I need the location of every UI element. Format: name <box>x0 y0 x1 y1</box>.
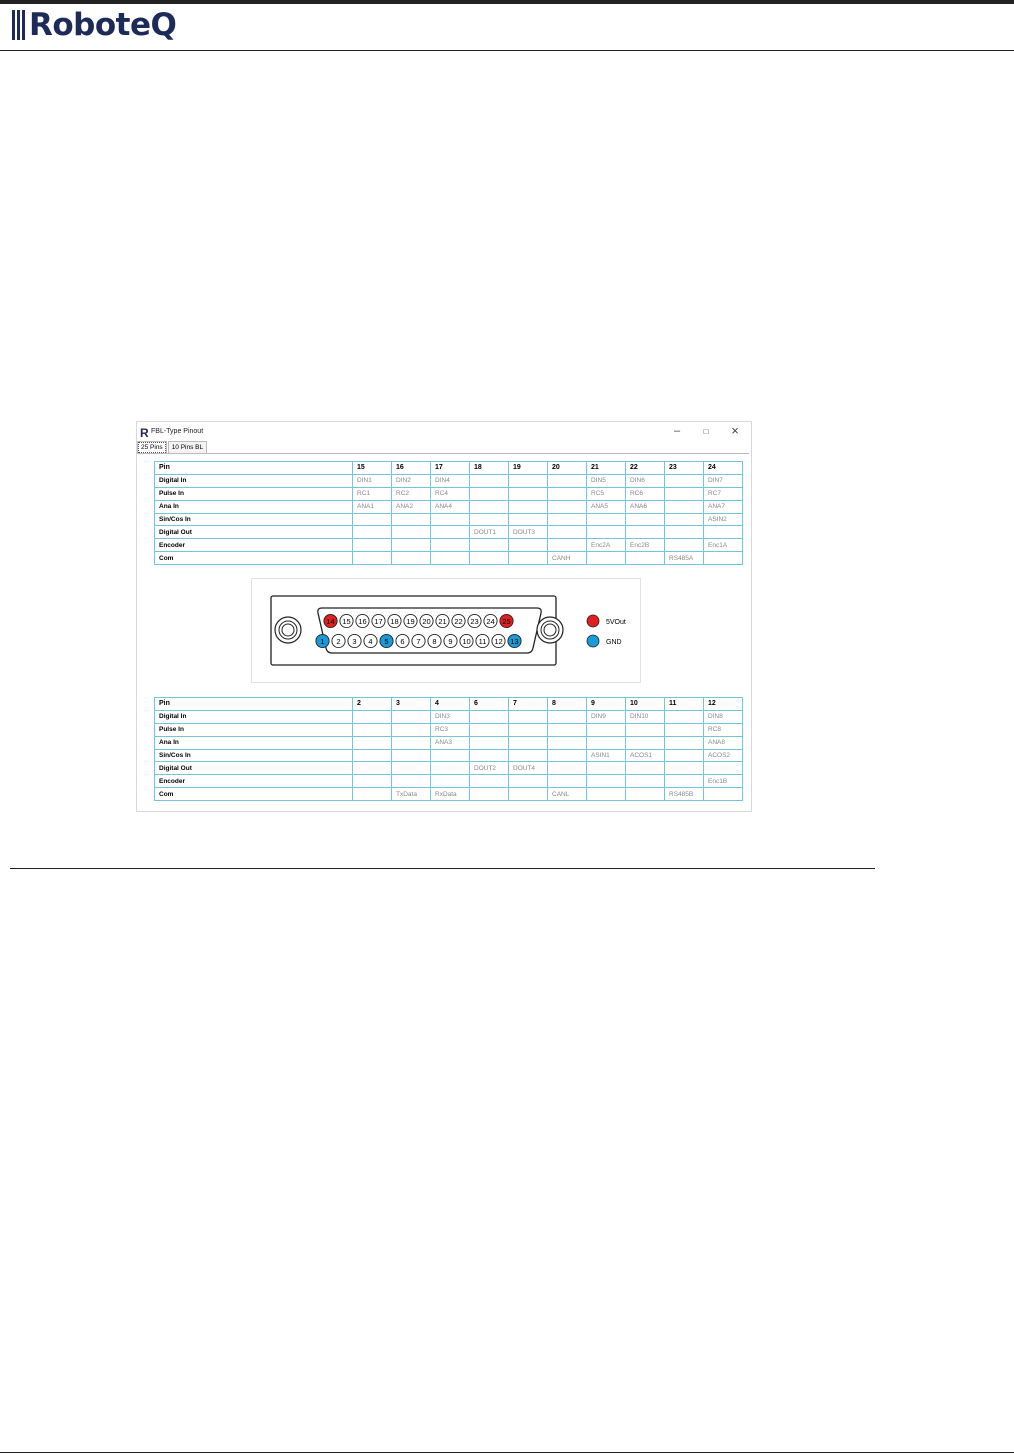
table-cell <box>509 500 548 513</box>
table-row <box>155 500 743 513</box>
table-cell: DOUT1 <box>470 526 509 539</box>
row-label: Encoder <box>155 775 353 788</box>
connector-pin <box>452 614 465 627</box>
header-pin-number: 7 <box>509 698 548 711</box>
table-row <box>155 487 743 500</box>
table-cell: DIN4 <box>431 474 470 487</box>
db25-connector-diagram <box>252 579 640 682</box>
table-cell <box>353 539 392 552</box>
connector-pin <box>444 634 457 647</box>
connector-pin <box>500 614 513 627</box>
mounting-screw-left <box>275 617 301 643</box>
table-cell <box>431 775 470 788</box>
table-cell <box>509 513 548 526</box>
table-cell <box>548 723 587 736</box>
pin-table-bottom <box>154 697 743 801</box>
table-cell <box>548 526 587 539</box>
table-cell <box>392 513 431 526</box>
row-label: Pulse In <box>155 487 353 500</box>
table-cell: DIN2 <box>392 474 431 487</box>
table-cell <box>392 736 431 749</box>
table-cell: ACOS2 <box>704 749 743 762</box>
header-pin-number: 19 <box>509 462 548 475</box>
table-cell: RS485B <box>665 788 704 801</box>
table-cell: RS485A <box>665 552 704 565</box>
table-cell <box>470 749 509 762</box>
tab-strip <box>137 441 208 453</box>
table-cell: ANA6 <box>626 500 665 513</box>
table-cell <box>704 526 743 539</box>
legend-gnd-label: GND <box>606 639 622 646</box>
connector-pin <box>412 634 425 647</box>
row-label: Com <box>155 788 353 801</box>
header-pin-number: 24 <box>704 462 743 475</box>
connector-pin <box>332 634 345 647</box>
row-label: Digital In <box>155 710 353 723</box>
table-cell <box>665 736 704 749</box>
table-cell <box>353 762 392 775</box>
connector-pin <box>428 634 441 647</box>
table-cell: RC1 <box>353 487 392 500</box>
row-label: Sin/Cos In <box>155 513 353 526</box>
table-row <box>155 775 743 788</box>
table-row <box>155 474 743 487</box>
table-cell <box>626 723 665 736</box>
table-cell <box>509 788 548 801</box>
mounting-screw-right <box>537 617 563 643</box>
table-cell <box>704 788 743 801</box>
table-cell <box>470 552 509 565</box>
table-cell <box>470 788 509 801</box>
header-pin-number: 20 <box>548 462 587 475</box>
connector-pin <box>380 634 393 647</box>
header-pin-label: Pin <box>155 462 353 475</box>
table-cell <box>548 762 587 775</box>
connector-pin <box>508 634 521 647</box>
header-pin-number: 11 <box>665 698 704 711</box>
connector-pin <box>492 634 505 647</box>
table-cell <box>626 762 665 775</box>
app-icon: R <box>140 426 149 440</box>
table-cell <box>626 736 665 749</box>
table-cell: RC2 <box>392 487 431 500</box>
pin-number: 2 <box>336 636 341 646</box>
table-cell <box>392 526 431 539</box>
tab-10-pins-bl[interactable]: 10 Pins BL <box>168 441 207 454</box>
table-cell: RxData <box>431 788 470 801</box>
table-cell <box>587 788 626 801</box>
table-cell: ANA8 <box>704 736 743 749</box>
table-row <box>155 513 743 526</box>
table-cell <box>509 474 548 487</box>
table-cell: Enc2A <box>587 539 626 552</box>
connector-pin <box>460 634 473 647</box>
table-cell: ANA7 <box>704 500 743 513</box>
table-cell <box>704 762 743 775</box>
table-cell <box>431 552 470 565</box>
table-cell <box>665 539 704 552</box>
pin-number: 6 <box>400 636 405 646</box>
table-cell <box>353 736 392 749</box>
roboteq-logo <box>12 8 176 42</box>
row-label: Digital In <box>155 474 353 487</box>
table-row <box>155 749 743 762</box>
table-cell: RC8 <box>704 723 743 736</box>
pin-number: 11 <box>478 636 487 646</box>
connector-pin <box>436 614 449 627</box>
table-cell: DOUT2 <box>470 762 509 775</box>
row-label: Pulse In <box>155 723 353 736</box>
connector-pin <box>356 614 369 627</box>
table-cell: RC3 <box>431 723 470 736</box>
table-cell <box>548 539 587 552</box>
table-cell <box>548 500 587 513</box>
table-row <box>155 539 743 552</box>
table-cell: DIN7 <box>704 474 743 487</box>
legend-5vout-dot <box>587 615 599 627</box>
header-pin-label: Pin <box>155 698 353 711</box>
minimize-button[interactable]: – <box>673 425 681 437</box>
table-row <box>155 788 743 801</box>
pin-number: 22 <box>454 616 463 626</box>
table-cell <box>665 775 704 788</box>
table-cell: Enc1A <box>704 539 743 552</box>
table-cell <box>392 723 431 736</box>
header-pin-number: 12 <box>704 698 743 711</box>
table-cell <box>509 736 548 749</box>
pin-number: 15 <box>342 616 351 626</box>
table-row <box>155 762 743 775</box>
table-cell: DIN6 <box>626 474 665 487</box>
pin-number: 25 <box>502 616 511 626</box>
table-cell: DIN10 <box>626 710 665 723</box>
table-cell <box>548 487 587 500</box>
table-cell <box>470 723 509 736</box>
connector-pin <box>396 634 409 647</box>
header-pin-number: 10 <box>626 698 665 711</box>
table-cell <box>470 474 509 487</box>
table-cell <box>509 552 548 565</box>
table-cell <box>587 552 626 565</box>
legend-gnd-dot <box>587 635 599 647</box>
connector-pin <box>476 634 489 647</box>
table-row <box>155 526 743 539</box>
row-label: Encoder <box>155 539 353 552</box>
pin-number: 24 <box>486 616 495 626</box>
table-cell <box>392 762 431 775</box>
table-cell <box>626 513 665 526</box>
table-cell <box>626 526 665 539</box>
table-cell <box>392 710 431 723</box>
table-cell <box>470 775 509 788</box>
pin-number: 13 <box>510 636 519 646</box>
table-cell <box>665 526 704 539</box>
header-rule <box>0 50 1014 51</box>
header-pin-number: 17 <box>431 462 470 475</box>
pin-number: 4 <box>368 636 373 646</box>
table-cell <box>431 539 470 552</box>
table-cell: Enc2B <box>626 539 665 552</box>
table-cell: RC6 <box>626 487 665 500</box>
header-pin-number: 4 <box>431 698 470 711</box>
table-cell: DIN9 <box>587 710 626 723</box>
table-cell <box>587 775 626 788</box>
connector-pin <box>420 614 433 627</box>
row-label: Digital Out <box>155 762 353 775</box>
table-cell <box>665 723 704 736</box>
table-cell <box>470 500 509 513</box>
row-label: Com <box>155 552 353 565</box>
table-cell <box>431 749 470 762</box>
pin-number: 18 <box>390 616 399 626</box>
table-row <box>155 552 743 565</box>
table-cell <box>587 762 626 775</box>
table-cell <box>392 775 431 788</box>
table-cell <box>509 775 548 788</box>
row-label: Sin/Cos In <box>155 749 353 762</box>
table-cell <box>470 513 509 526</box>
footer-rule <box>0 1452 1014 1453</box>
header-pin-number: 6 <box>470 698 509 711</box>
connector-pin <box>348 634 361 647</box>
table-cell <box>509 749 548 762</box>
table-cell <box>665 500 704 513</box>
table-cell <box>548 749 587 762</box>
header-pin-number: 9 <box>587 698 626 711</box>
table-cell: Enc1B <box>704 775 743 788</box>
table-cell: TxData <box>392 788 431 801</box>
table-cell <box>548 710 587 723</box>
table-cell: ASIN1 <box>587 749 626 762</box>
table-cell <box>548 513 587 526</box>
table-cell <box>509 723 548 736</box>
table-row <box>155 710 743 723</box>
table-cell: ANA3 <box>431 736 470 749</box>
table-cell <box>548 474 587 487</box>
connector-pin <box>340 614 353 627</box>
pin-number: 8 <box>432 636 437 646</box>
row-label: Ana In <box>155 736 353 749</box>
table-cell: CANL <box>548 788 587 801</box>
table-cell <box>353 775 392 788</box>
table-cell <box>665 513 704 526</box>
table-cell <box>353 710 392 723</box>
maximize-button[interactable]: □ <box>703 427 709 436</box>
pin-number: 1 <box>320 636 325 646</box>
pin-number: 10 <box>462 636 471 646</box>
pin-number: 5 <box>384 636 389 646</box>
title-bar <box>137 422 751 442</box>
table-cell <box>665 762 704 775</box>
connector-pin <box>324 614 337 627</box>
table-row <box>155 723 743 736</box>
row-label: Digital Out <box>155 526 353 539</box>
table-cell <box>392 749 431 762</box>
table-cell <box>353 749 392 762</box>
table-cell: RC5 <box>587 487 626 500</box>
pin-number: 14 <box>326 616 335 626</box>
table-cell: ASIN2 <box>704 513 743 526</box>
table-cell <box>548 775 587 788</box>
pin-number: 19 <box>406 616 415 626</box>
table-header-row <box>155 462 743 475</box>
table-cell: RC7 <box>704 487 743 500</box>
table-cell <box>470 487 509 500</box>
table-cell <box>509 487 548 500</box>
table-cell: ANA2 <box>392 500 431 513</box>
pin-number: 12 <box>494 636 503 646</box>
window-title: FBL-Type Pinout <box>151 428 204 435</box>
connector-pin <box>316 634 329 647</box>
table-cell <box>353 526 392 539</box>
pin-number: 7 <box>416 636 421 646</box>
connector-pin <box>388 614 401 627</box>
section-rule <box>10 868 875 869</box>
table-cell: DIN1 <box>353 474 392 487</box>
table-cell: ANA4 <box>431 500 470 513</box>
connector-pin <box>364 634 377 647</box>
table-cell <box>353 513 392 526</box>
pin-number: 9 <box>448 636 453 646</box>
close-button[interactable]: × <box>731 423 739 438</box>
table-cell <box>587 526 626 539</box>
table-cell <box>392 552 431 565</box>
connector-pin <box>404 614 417 627</box>
table-cell: DOUT3 <box>509 526 548 539</box>
connector-pin <box>372 614 385 627</box>
table-cell: RC4 <box>431 487 470 500</box>
header-pin-number: 18 <box>470 462 509 475</box>
table-cell <box>470 539 509 552</box>
pin-number: 20 <box>422 616 431 626</box>
table-cell <box>509 710 548 723</box>
table-cell: ACOS1 <box>626 749 665 762</box>
table-cell <box>587 723 626 736</box>
table-cell <box>392 539 431 552</box>
header-pin-number: 3 <box>392 698 431 711</box>
connector-panel <box>251 578 641 683</box>
table-row <box>155 736 743 749</box>
header-pin-number: 16 <box>392 462 431 475</box>
header-pin-number: 8 <box>548 698 587 711</box>
table-cell <box>704 552 743 565</box>
table-cell <box>353 723 392 736</box>
table-cell <box>665 710 704 723</box>
connector-pin <box>468 614 481 627</box>
table-cell <box>470 710 509 723</box>
pin-number: 3 <box>352 636 357 646</box>
header-pin-number: 2 <box>353 698 392 711</box>
pin-number: 23 <box>470 616 479 626</box>
table-cell: DIN8 <box>704 710 743 723</box>
logo-text: RoboteQ <box>29 7 177 43</box>
table-cell <box>626 552 665 565</box>
legend-5vout-label: 5VOut <box>606 619 626 626</box>
table-cell <box>353 788 392 801</box>
table-cell: DIN5 <box>587 474 626 487</box>
table-cell <box>509 539 548 552</box>
table-cell: ANA5 <box>587 500 626 513</box>
pin-table-top <box>154 461 743 565</box>
table-header-row <box>155 698 743 711</box>
table-cell <box>626 788 665 801</box>
table-cell <box>587 513 626 526</box>
top-rule <box>0 0 1014 4</box>
table-cell: DIN3 <box>431 710 470 723</box>
table-cell <box>470 736 509 749</box>
table-cell <box>548 736 587 749</box>
pin-number: 17 <box>374 616 383 626</box>
pin-number: 21 <box>438 616 447 626</box>
pinout-window <box>136 421 752 812</box>
header-pin-number: 15 <box>353 462 392 475</box>
header-pin-number: 21 <box>587 462 626 475</box>
table-cell <box>431 513 470 526</box>
table-cell <box>353 552 392 565</box>
connector-pin <box>484 614 497 627</box>
table-cell <box>626 775 665 788</box>
logo-bars <box>12 10 25 40</box>
tab-25-pins[interactable]: 25 Pins <box>137 441 167 454</box>
table-cell: ANA1 <box>353 500 392 513</box>
header-pin-number: 22 <box>626 462 665 475</box>
table-cell: DOUT4 <box>509 762 548 775</box>
row-label: Ana In <box>155 500 353 513</box>
table-cell <box>665 487 704 500</box>
table-cell <box>665 474 704 487</box>
table-cell <box>431 526 470 539</box>
tab-content <box>137 453 749 809</box>
table-cell <box>587 736 626 749</box>
table-cell <box>665 749 704 762</box>
table-cell <box>431 762 470 775</box>
table-cell: CANH <box>548 552 587 565</box>
header-pin-number: 23 <box>665 462 704 475</box>
pin-number: 16 <box>358 616 367 626</box>
